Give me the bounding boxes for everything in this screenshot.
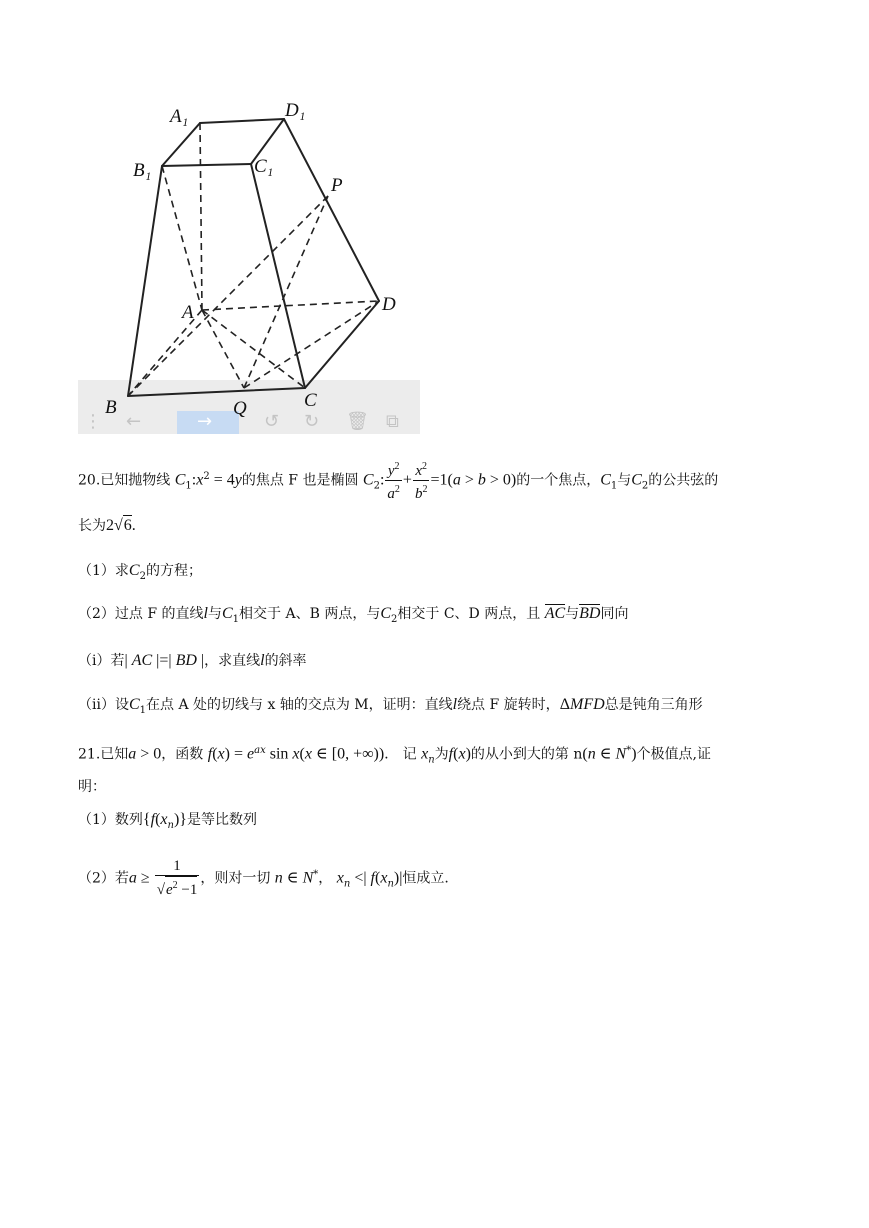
q20-part2: （2）过点 F 的直线l与$C_1$相交于 A、B 两点，与$C_2$相交于 C、D 两点，且 AC与BD同向 <box>78 605 629 625</box>
q20-text: 的方程； <box>145 563 202 579</box>
segment-aq <box>202 310 244 388</box>
q21-text: ． 记 <box>384 746 417 763</box>
q20-text: 与 <box>617 472 632 489</box>
q20-text: 与 <box>207 606 222 622</box>
label-a1: A₁ <box>170 106 189 127</box>
q20-part2-i: （ⅰ）若| AC |=| BD |，求直线l的斜率 <box>78 652 307 669</box>
delete-icon: 🗑 <box>346 411 369 432</box>
label-c1: C₁ <box>254 156 274 177</box>
edge-b1a1 <box>162 123 200 166</box>
q21-number: 21. <box>78 746 101 763</box>
geometry-figure <box>78 92 423 437</box>
rotate-right-icon: ↻ <box>304 411 320 432</box>
q20-text: 的焦点 F 也是椭圆 <box>241 472 359 489</box>
q21-part1: （1）数列$\{f(x_n)\}$是等比数列 <box>78 811 257 831</box>
label-b: B <box>105 397 117 418</box>
q21-text: 明： <box>78 779 106 795</box>
label-c: C <box>304 390 317 411</box>
q20-part1: （1）求$C_2$的方程； <box>78 562 202 582</box>
q20-text: 同向 <box>600 606 629 622</box>
q21-text: 为 <box>434 746 449 763</box>
q21-text: 是等比数列 <box>186 812 257 828</box>
edge-d1d <box>284 119 379 301</box>
segment-qd <box>244 301 379 388</box>
q20-text: 的公共弦的 <box>648 472 719 489</box>
q20-part2-i-label: （ⅰ）若 <box>78 653 125 669</box>
edge-cd <box>305 301 379 388</box>
q21-text: 的从小到大的第 n <box>470 746 583 763</box>
segment-bp <box>128 196 328 396</box>
q21-text: ， <box>318 870 333 887</box>
edge-ad <box>202 301 379 310</box>
q20-text: 长为 <box>78 518 106 534</box>
copy-icon: ⧉ <box>386 411 399 432</box>
q21-part1-label: （1）数列 <box>78 812 143 828</box>
q20-line1: 20.已知抛物线 $C_1:x^2 = 4y$的焦点 F 也是椭圆 $C_2$: $\frac{y^2}{a^2}$ + $\frac{x^2}{b^2}$ =1(a > b > 0)的一个焦点，$C_1$与$C_2$的公共弦的 <box>78 458 718 503</box>
q21-part2: （2）若a ≥ $\frac{1}{√e^2 -1}$ ，则对一切 n ∈ N*， $x_n$ <| $f(x_n)|$恒成立. <box>78 858 449 898</box>
toolbar-edge-icon: ⋮ <box>84 411 102 432</box>
q20-text: 与 <box>565 606 580 622</box>
q20-text: 总是钝角三角形 <box>604 697 703 713</box>
edge-b1a <box>162 166 202 310</box>
label-a: A <box>182 302 194 323</box>
edge-c1b1 <box>162 164 251 166</box>
q21-text: ，函数 <box>161 746 204 763</box>
q21-part2-label: （2）若 <box>78 870 129 887</box>
q20-part2-ii-label: （ⅱ）设 <box>78 697 129 713</box>
edge-b1b <box>128 166 162 396</box>
q21-line2 <box>78 777 106 797</box>
segment-qp <box>244 196 328 388</box>
q21-text: 已知 <box>100 746 129 763</box>
rotate-left-icon: ↺ <box>264 411 280 432</box>
edge-a1a <box>200 123 202 310</box>
right-arrow-icon: → <box>197 411 213 432</box>
q20-part1-label: （1）求 <box>78 563 129 579</box>
label-p: P <box>331 175 343 196</box>
left-arrow-icon: ← <box>126 411 142 432</box>
q21-text: ，则对一切 <box>200 870 271 887</box>
q20-text: 已知抛物线 <box>100 472 171 489</box>
q20-text: 绕点 F 旋转时， <box>457 697 560 713</box>
q21-text: 个极值点,证 <box>636 746 711 763</box>
q20-number: 20. <box>78 472 101 489</box>
q20-text: 的一个焦点， <box>516 472 601 489</box>
q21-line1: 21.已知a > 0，函数 $f(x) = e^{ax}$ sin x(x ∈ [0, +∞))． 记 $x_n$为f(x)的从小到大的第 n(n ∈ N*)个极值点,证 <box>78 745 711 766</box>
q20-line2: 长为2√6. <box>78 517 136 534</box>
q20-text: 在点 A 处的切线与 x 轴的交点为 M，证明：直线 <box>146 697 453 713</box>
label-q: Q <box>233 398 247 419</box>
q20-part2-ii: （ⅱ）设$C_1$在点 A 处的切线与 x 轴的交点为 M，证明：直线l绕点 F 旋转时，ΔMFD总是钝角三角形 <box>78 696 703 716</box>
edge-bc <box>128 388 305 396</box>
q20-part2-label: （2）过点 F 的直线 <box>78 606 204 622</box>
q21-text: 恒成立. <box>402 870 449 887</box>
label-d: D <box>382 294 396 315</box>
label-b1: B₁ <box>133 160 152 181</box>
q20-text: 相交于 C、D 两点，且 <box>397 606 541 622</box>
figure-drawing <box>78 92 423 437</box>
q20-text: 的斜率 <box>264 653 307 669</box>
q20-text: ，求直线 <box>204 653 261 669</box>
edge-a1d1 <box>200 119 284 123</box>
q20-text: 相交于 A、B 两点，与 <box>239 606 381 622</box>
label-d1: D₁ <box>285 100 306 121</box>
